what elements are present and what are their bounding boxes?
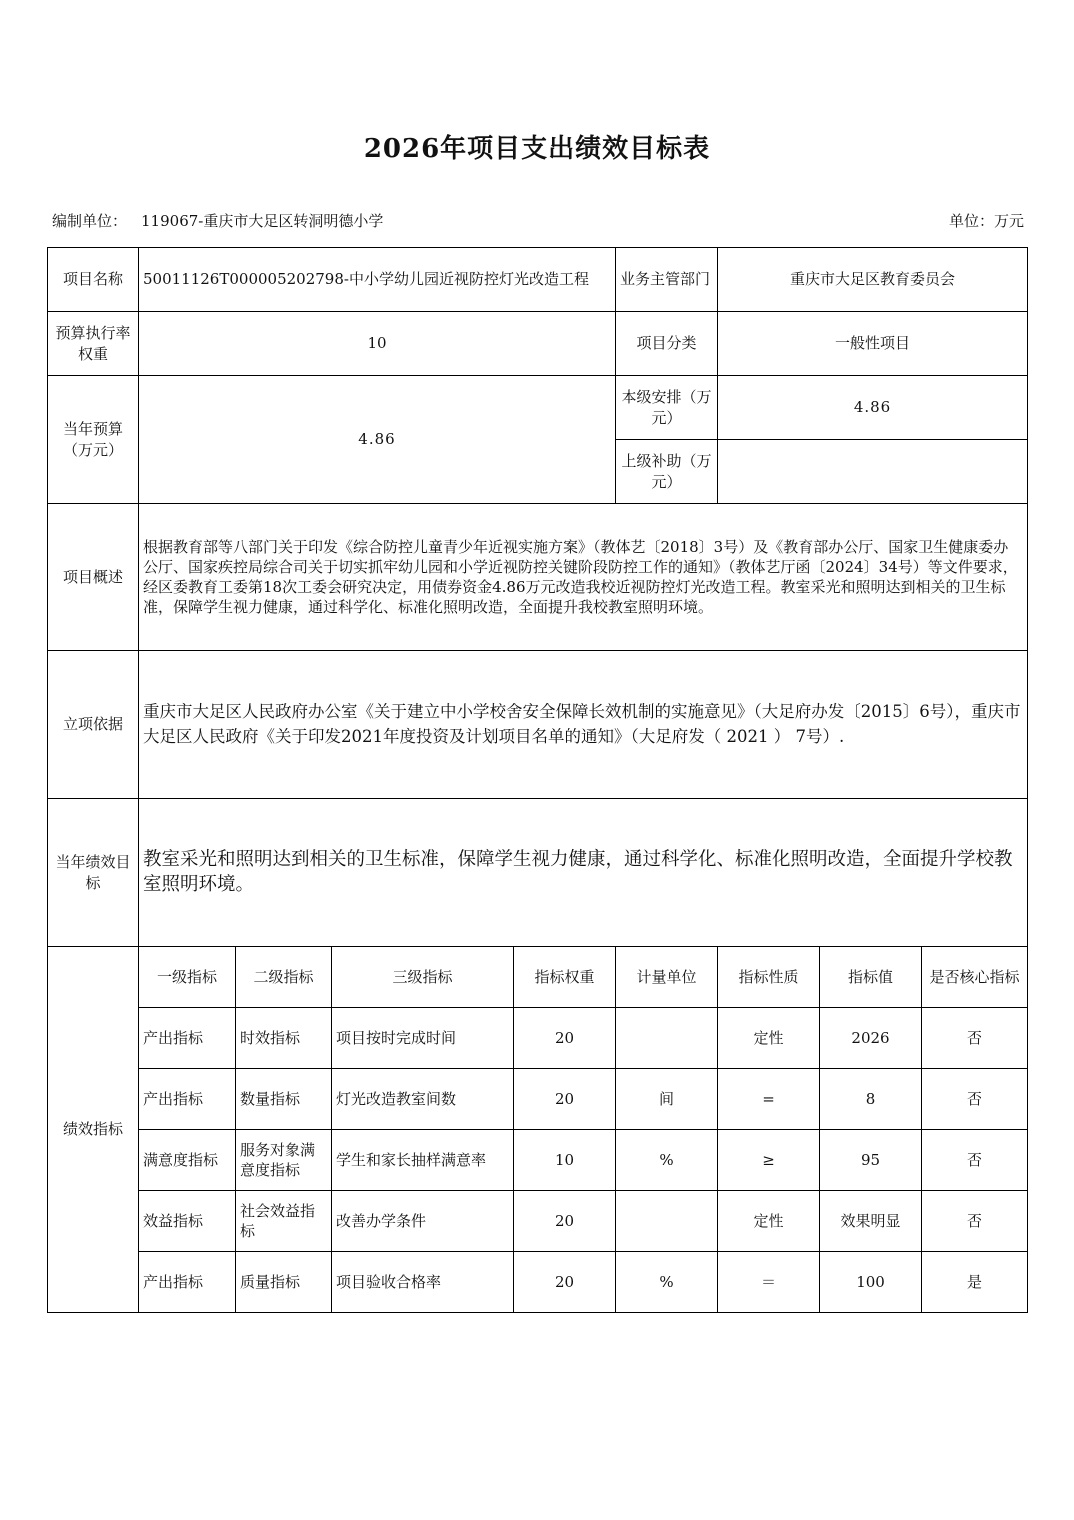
goal-label: 当年绩效目标 [48,799,139,947]
level1-cell: 产出指标 [139,1069,236,1130]
page-title: 2026年项目支出绩效目标表 [363,134,711,164]
performance-table [47,247,1028,1313]
header-cell: 二级指标 [236,947,332,1008]
unit-cell [616,1191,718,1252]
level2-cell: 时效指标 [236,1008,332,1069]
nature-cell: = [718,1069,820,1130]
level2-cell: 质量指标 [236,1252,332,1313]
local-value: 4.86 [718,376,1028,440]
weight-value: 10 [139,312,616,376]
nature-cell: ＝ [718,1252,820,1313]
core-cell: 否 [922,1069,1028,1130]
basis-label: 立项依据 [48,651,139,799]
header-cell: 指标值 [820,947,922,1008]
nature-cell: 定性 [718,1008,820,1069]
level3-cell: 项目按时完成时间 [332,1008,514,1069]
weight-cell: 20 [514,1191,616,1252]
local-label: 本级安排（万元） [616,376,718,440]
dept-value: 重庆市大足区教育委员会 [718,248,1028,312]
nature-cell: ≥ [718,1130,820,1191]
header-cell: 指标性质 [718,947,820,1008]
core-cell: 否 [922,1008,1028,1069]
value-cell: 100 [820,1252,922,1313]
level2-cell: 服务对象满意度指标 [236,1130,332,1191]
table-row [48,1008,1028,1069]
core-cell: 是 [922,1252,1028,1313]
currency-unit: 单位：万元 [948,212,1024,230]
level1-cell: 效益指标 [139,1191,236,1252]
compiling-unit-value: 119067-重庆市大足区转洞明德小学 [141,212,384,230]
level2-cell: 社会效益指标 [236,1191,332,1252]
basis-value: 重庆市大足区人民政府办公室《关于建立中小学校舍安全保障长效机制的实施意见》（大足府办发〔2015〕6号），重庆市大足区人民政府《关于印发2021年度投资及计划项目名单的通知》（大足府发（ 2021 ） 7号）. [139,651,1028,799]
unit-cell: 间 [616,1069,718,1130]
unit-cell: % [616,1130,718,1191]
weight-cell: 20 [514,1008,616,1069]
project-name-label: 项目名称 [48,248,139,312]
overview-label: 项目概述 [48,504,139,651]
compiling-unit-label: 编制单位： [52,212,128,230]
weight-cell: 10 [514,1130,616,1191]
weight-cell: 20 [514,1069,616,1130]
upper-label: 上级补助（万元） [616,440,718,504]
table-row [48,1191,1028,1252]
level3-cell: 学生和家长抽样满意率 [332,1130,514,1191]
header-row [52,210,1024,232]
header-cell: 是否核心指标 [922,947,1028,1008]
header-cell: 指标权重 [514,947,616,1008]
header-cell: 一级指标 [139,947,236,1008]
level2-cell: 数量指标 [236,1069,332,1130]
level1-cell: 产出指标 [139,1252,236,1313]
level3-cell: 灯光改造教室间数 [332,1069,514,1130]
indicators-label: 绩效指标 [48,947,139,1313]
value-cell: 2026 [820,1008,922,1069]
category-label: 项目分类 [616,312,718,376]
budget-value: 4.86 [139,376,616,504]
value-cell: 95 [820,1130,922,1191]
unit-cell: % [616,1252,718,1313]
budget-label: 当年预算（万元） [48,376,139,504]
upper-value [718,440,1028,504]
weight-label: 预算执行率权重 [48,312,139,376]
compiling-unit [52,210,383,231]
header-cell: 三级指标 [332,947,514,1008]
header-cell: 计量单位 [616,947,718,1008]
value-cell: 效果明显 [820,1191,922,1252]
level1-cell: 产出指标 [139,1008,236,1069]
level3-cell: 项目验收合格率 [332,1252,514,1313]
table-row [48,1069,1028,1130]
value-cell: 8 [820,1069,922,1130]
project-name-value: 50011126T000005202798-中小学幼儿园近视防控灯光改造工程 [139,248,616,312]
category-value: 一般性项目 [718,312,1028,376]
goal-value: 教室采光和照明达到相关的卫生标准，保障学生视力健康，通过科学化、标准化照明改造，全面提升学校教室照明环境。 [139,799,1028,947]
table-row [48,1130,1028,1191]
overview-value: 根据教育部等八部门关于印发《综合防控儿童青少年近视实施方案》（教体艺〔2018〕3号）及《教育部办公厅、国家卫生健康委办公厅、国家疾控局综合司关于切实抓牢幼儿园和小学近视防控关键阶段防控工作的通知》（教体艺厅函〔2024〕34号）等文件要求，经区委教育工委第18次工委会研究决定，用债券资金4.86万元改造我校近视防控灯光改造工程。教室采光和照明达到相关的卫生标准，保障学生视力健康，通过科学化、标准化照明改造，全面提升我校教室照明环境。 [139,504,1028,651]
level1-cell: 满意度指标 [139,1130,236,1191]
level3-cell: 改善办学条件 [332,1191,514,1252]
core-cell: 否 [922,1130,1028,1191]
dept-label: 业务主管部门 [616,248,718,312]
weight-cell: 20 [514,1252,616,1313]
nature-cell: 定性 [718,1191,820,1252]
table-row [48,1252,1028,1313]
unit-cell [616,1008,718,1069]
core-cell: 否 [922,1191,1028,1252]
